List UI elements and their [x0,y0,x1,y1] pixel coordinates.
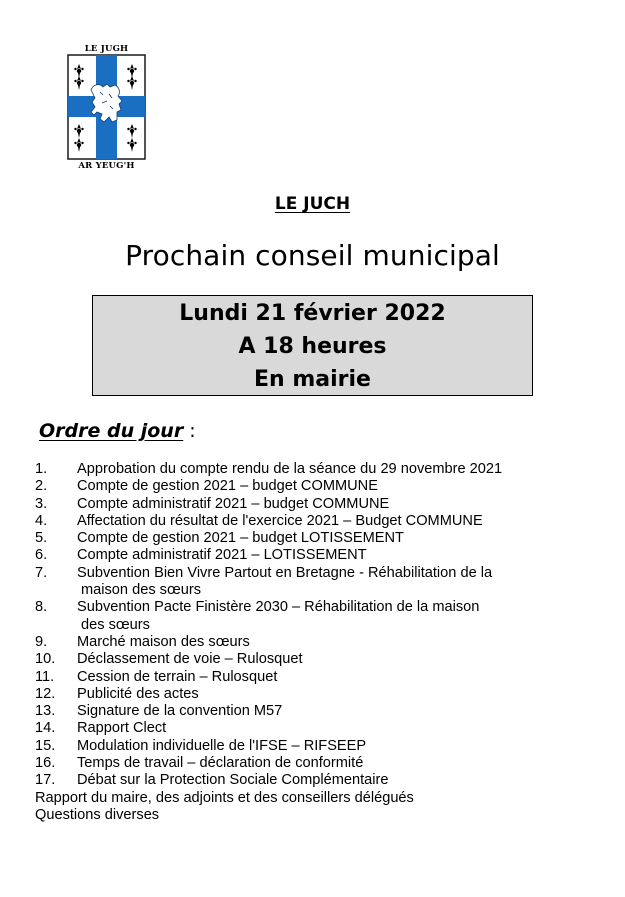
agenda-item [35,530,595,547]
agenda-item-text: Signature de la convention M57 [77,703,283,720]
agenda-item-number: 12. [35,685,56,702]
meeting-time: A 18 heures [238,334,387,359]
meeting-info-box [92,295,533,396]
agenda-item [35,547,595,564]
agenda-item-text-continued: maison des sœurs [81,582,202,599]
agenda-item [35,651,595,668]
agenda-item-text: Publicité des actes [77,685,199,702]
commune-name: LE JUCH [274,194,351,214]
agenda-item [35,478,595,495]
agenda-item-text: Compte de gestion 2021 – budget LOTISSEMENT [77,530,404,547]
agenda-item-number: 5. [35,530,48,547]
agenda-item [35,599,595,634]
agenda-item-number: 15. [35,737,56,754]
agenda-item [35,772,595,789]
agenda-item-text: Affectation du résultat de l'exercice 2021 – Budget COMMUNE [77,512,483,529]
agenda-item [35,703,595,720]
agenda-list [35,461,595,824]
agenda-item-text: Modulation individuelle de l'IFSE – RIFSEEP [77,737,367,754]
agenda-item-number: 16. [35,755,56,772]
agenda-item-text: Marché maison des sœurs [77,633,250,650]
agenda-item-number: 7. [35,564,48,581]
meeting-date: Lundi 21 février 2022 [179,301,446,326]
agenda-item-number: 2. [35,478,48,495]
agenda-item-text: Débat sur la Protection Sociale Complémentaire [77,772,389,789]
agenda-item-number: 11. [35,668,55,685]
agenda-item-text: Compte administratif 2021 – LOTISSEMENT [77,547,367,564]
agenda-item [35,738,595,755]
agenda-item [35,669,595,686]
agenda-item-number: 1. [35,461,48,477]
agenda-item-number: 13. [35,703,56,720]
crest-bottom-label: AR YEUG'H [78,161,135,171]
agenda-item-text: Temps de travail – déclaration de conformité [77,755,364,772]
agenda-item-text: Approbation du compte rendu de la séance du 29 novembre 2021 [77,461,503,477]
crest-shield-icon [67,54,146,160]
agenda-item-text: Rapport Clect [77,720,167,737]
page-title: Prochain conseil municipal [125,239,500,272]
agenda-item-text-continued: des sœurs [81,616,150,633]
agenda-item [35,634,595,651]
agenda-item-text: Subvention Bien Vivre Partout en Bretagne - Réhabilitation de la [77,564,493,581]
agenda-item-number: 10. [35,651,56,668]
agenda-item-text: Déclassement de voie – Rulosquet [77,651,303,668]
agenda-item-text: Cession de terrain – Rulosquet [77,668,278,685]
meeting-place: En mairie [254,367,371,392]
agenda-item-text: Compte de gestion 2021 – budget COMMUNE [77,478,378,495]
agenda-item-number: 9. [35,633,48,650]
agenda-item [35,496,595,513]
agenda-item [35,720,595,737]
agenda-item-number: 4. [35,512,48,529]
agenda-extra-questions: Questions diverses [35,806,160,823]
commune-coat-of-arms [67,44,146,172]
agenda-item-number: 14. [35,720,56,737]
agenda-item-number: 3. [35,495,48,512]
agenda-item [35,755,595,772]
agenda-item-number: 17. [35,772,56,789]
agenda-item [35,565,595,600]
agenda-item-text: Compte administratif 2021 – budget COMMUNE [77,495,390,512]
agenda-item-number: 6. [35,547,48,564]
agenda-item-number: 8. [35,599,48,616]
agenda-item [35,513,595,530]
agenda-item-text: Subvention Pacte Finistère 2030 – Réhabilitation de la maison [77,599,480,616]
agenda-item [35,461,595,478]
agenda-item [35,686,595,703]
agenda-heading: Ordre du jour : [39,420,196,442]
crest-top-label: LE JUGH [84,44,129,54]
agenda-extra-reports: Rapport du maire, des adjoints et des conseillers délégués [35,789,414,806]
